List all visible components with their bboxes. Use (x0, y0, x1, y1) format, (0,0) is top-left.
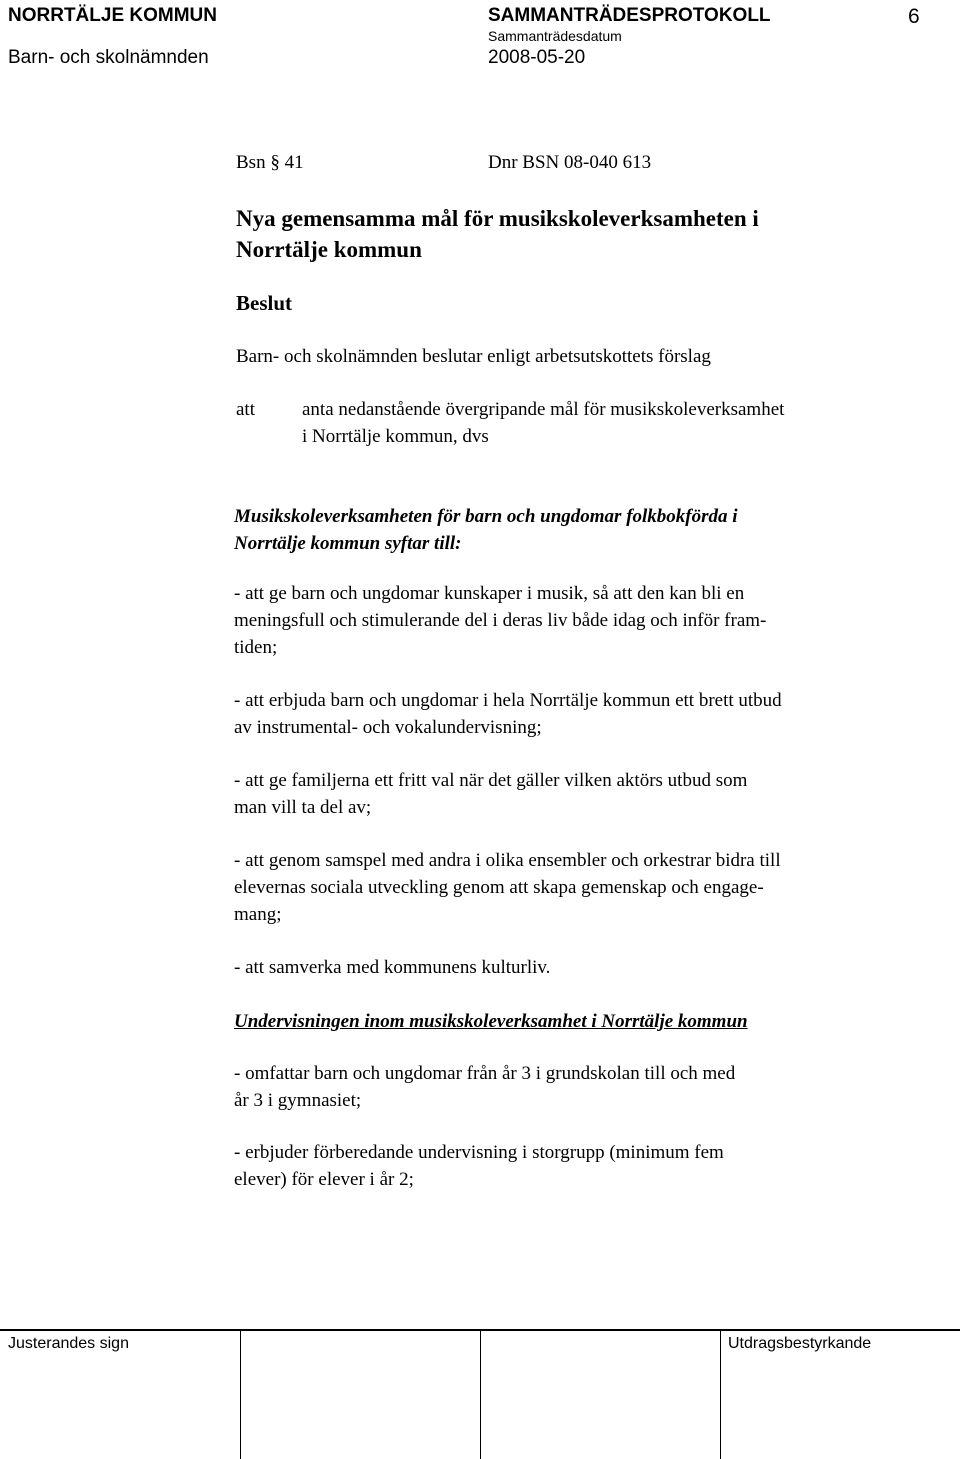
date-label: Sammanträdesdatum (488, 28, 622, 44)
footer-column-divider (720, 1331, 721, 1459)
title-line: Nya gemensamma mål för musikskoleverksamheten i (236, 206, 759, 231)
att-text-line: i Norrtälje kommun, dvs (302, 426, 489, 447)
footer-column-divider (240, 1331, 241, 1459)
goal-item (234, 847, 914, 928)
title-line: Norrtälje kommun (236, 237, 422, 262)
goal-line: - att erbjuda barn och ungdomar i hela Norrtälje kommun ett brett utbud (234, 690, 782, 711)
committee-name: Barn- och skolnämnden (8, 47, 209, 68)
att-label: att (236, 399, 255, 420)
page-title (236, 203, 759, 265)
teaching-item (234, 1060, 914, 1114)
page-number: 6 (908, 5, 920, 28)
teaching-line: - omfattar barn och ungdomar från år 3 i grundskolan till och med (234, 1063, 736, 1084)
municipality-name: NORRTÄLJE KOMMUN (8, 5, 217, 26)
att-text-line: anta nedanstående övergripande mål för musikskoleverksamhet (302, 399, 785, 420)
goal-line: - att genom samspel med andra i olika ensembler och orkestrar bidra till (234, 850, 781, 871)
goal-line: av instrumental- och vokalundervisning; (234, 717, 542, 738)
goal-line: - att samverka med kommunens kulturliv. (234, 957, 551, 978)
meeting-date: 2008-05-20 (488, 47, 586, 68)
goal-line: elevernas sociala utveckling genom att skapa gemenskap och engage- (234, 877, 764, 898)
goal-line: tiden; (234, 637, 278, 658)
footer-extract-label: Utdragsbestyrkande (728, 1335, 872, 1352)
footer-sign-label: Justerandes sign (8, 1335, 129, 1352)
goal-line: man vill ta del av; (234, 797, 372, 818)
goal-line: - att ge barn och ungdomar kunskaper i musik, så att den kan bli en (234, 583, 745, 604)
decision-intro: Barn- och skolnämnden beslutar enligt arbetsutskottets förslag (236, 346, 711, 367)
goals-heading-line: Norrtälje kommun syftar till: (234, 533, 462, 554)
goal-item (234, 687, 914, 741)
teaching-line: år 3 i gymnasiet; (234, 1090, 362, 1111)
teaching-line: elever) för elever i år 2; (234, 1169, 414, 1190)
footer-column-divider (480, 1331, 481, 1459)
diary-number: Dnr BSN 08-040 613 (488, 152, 652, 173)
goal-line: - att ge familjerna ett fritt val när det gäller vilken aktörs utbud som (234, 770, 748, 791)
goal-item (234, 580, 914, 661)
decision-heading: Beslut (236, 291, 293, 315)
document-type: SAMMANTRÄDESPROTOKOLL (488, 5, 771, 26)
teaching-item (234, 1139, 914, 1193)
goal-line: mang; (234, 904, 282, 925)
teaching-heading: Undervisningen inom musikskoleverksamhet i Norrtälje kommun (234, 1011, 748, 1032)
paragraph-number: Bsn § 41 (236, 152, 304, 173)
goal-item (234, 767, 914, 821)
att-text (302, 396, 784, 450)
goals-heading (234, 503, 914, 557)
teaching-line: - erbjuder förberedande undervisning i storgrupp (minimum fem (234, 1142, 724, 1163)
goals-heading-line: Musikskoleverksamheten för barn och ungdomar folkbokförda i (234, 506, 738, 527)
goal-item (234, 954, 914, 981)
goal-line: meningsfull och stimulerande del i deras liv både idag och inför fram- (234, 610, 767, 631)
